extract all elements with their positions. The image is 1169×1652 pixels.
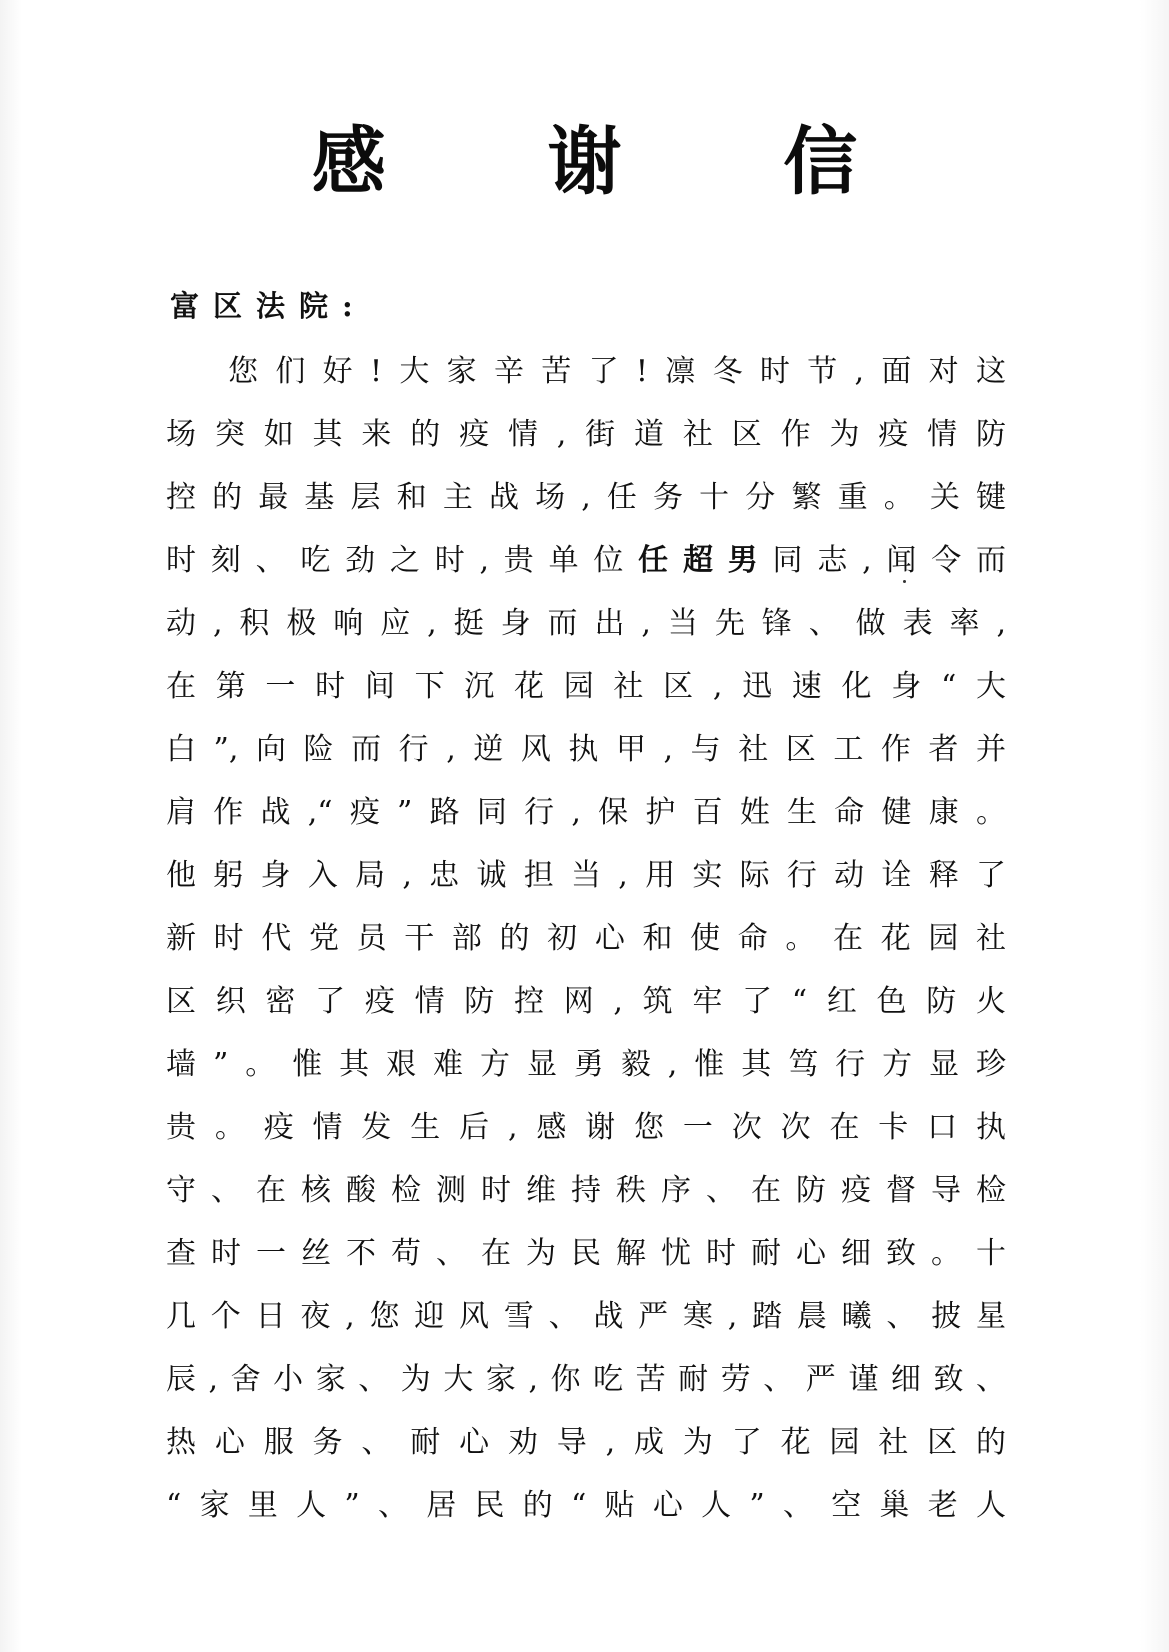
body-line: 新时代党员干部的初心和使命。在花园社 [166,921,1006,956]
letter-salutation: 富区法院: [170,289,367,323]
body-line: 守、在核酸检测时维持秩序、在防疫督导检 [166,1173,1006,1208]
body-line: 热心服务、耐心劝导,成为了花园社区的 [166,1425,1006,1460]
body-line-tail: 同志,闻令而 [772,543,1006,578]
body-line: 贵。疫情发生后,感谢您一次次在卡口执 [166,1110,1006,1145]
body-line: 控的最基层和主战场,任务十分繁重。关键 [166,480,1006,515]
body-line: 几个日夜,您迎风雪、战严寒,踏晨曦、披星 [166,1299,1006,1334]
body-line: 区织密了疫情防控网,筑牢了“红色防火 [166,984,1006,1019]
body-line: 白”,向险而行,逆风执甲,与社区工作者并 [166,732,1006,767]
body-line-with-name [166,529,1006,592]
body-line: 辰,舍小家、为大家,你吃苦耐劳、严谨细致、 [166,1362,1006,1397]
scan-speck [903,580,906,583]
body-line: 动,积极响应,挺身而出,当先锋、做表率, [166,606,1006,641]
body-line: “家里人”、居民的“贴心人”、空巢老人 [166,1488,1006,1523]
body-line: 查时一丝不苟、在为民解忧时耐心细致。十 [166,1236,1006,1271]
body-line: 场突如其来的疫情,街道社区作为疫情防 [166,417,1006,452]
body-line: 在第一时间下沉花园社区,迅速化身“大 [166,669,1006,704]
letter-title: 感 谢 信 [311,119,926,205]
comrade-name: 任超男 [638,543,773,578]
body-line-head: 时刻、吃劲之时,贵单位 [166,543,639,578]
body-line: 墙”。惟其艰难方显勇毅,惟其笃行方显珍 [166,1047,1006,1082]
body-line: 他躬身入局,忠诚担当,用实际行动诠释了 [166,858,1006,893]
body-line: 肩作战,“疫”路同行,保护百姓生命健康。 [166,795,1006,830]
body-line: 您们好!大家辛苦了!凛冬时节,面对这 [228,354,1006,389]
letter-body [166,340,1006,1537]
